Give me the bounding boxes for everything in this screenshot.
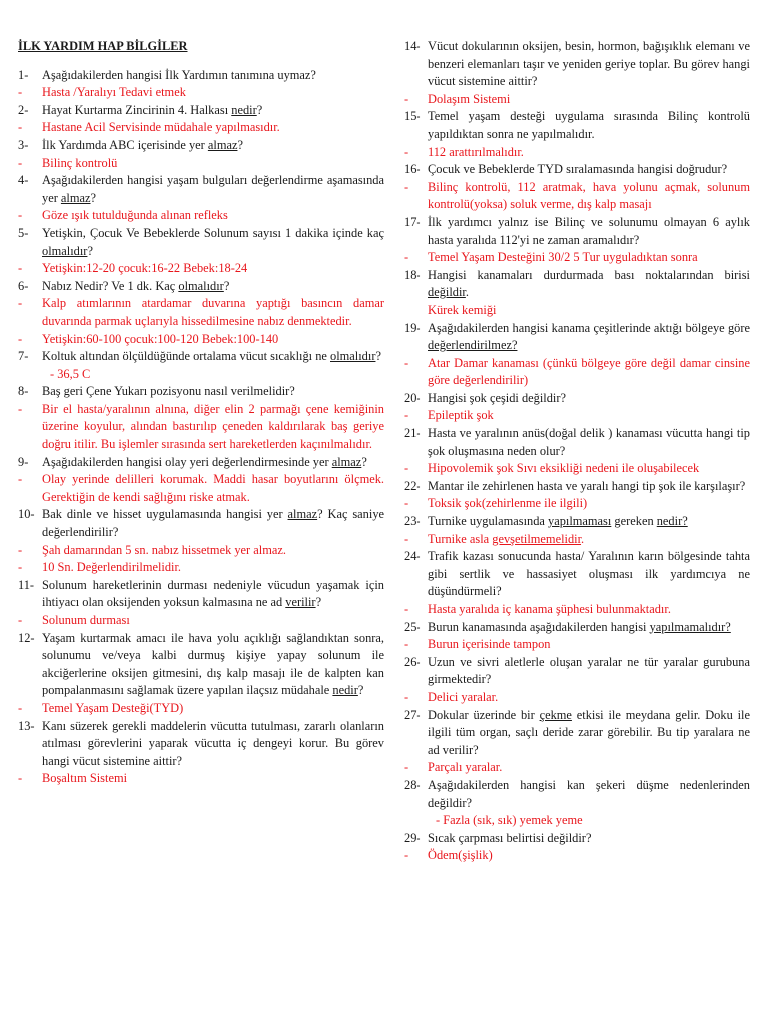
answer-bullet: - <box>18 331 23 346</box>
question-number: 6- <box>18 278 29 293</box>
answer-text <box>428 759 750 777</box>
text-run: Boşaltım Sistemi <box>42 771 128 786</box>
answer-bullet: - <box>404 760 409 775</box>
text-run: Epileptik şok <box>428 408 494 423</box>
text-run: ? <box>87 243 93 258</box>
text-run: Atar Damar kanaması (çünkü bölgeye göre değil damar cinsine göre değerlendirilir) <box>428 355 750 388</box>
question-text <box>42 348 384 366</box>
question-text <box>42 67 384 85</box>
text-run: Solunum hareketlerinin durması nedeniyle vücudun yaşamak için ihtiyacı olan oksijenden yoksun kalmasına ne ad <box>42 577 384 610</box>
text-run: Nabız Nedir? Ve 1 dk. Kaç <box>42 278 179 293</box>
answer-text <box>428 91 750 109</box>
answer-bullet <box>404 812 436 830</box>
underlined-text: almaz <box>207 137 238 152</box>
question-text <box>42 172 384 207</box>
answer-text <box>428 601 750 619</box>
question-text <box>428 390 750 408</box>
answer-item <box>404 847 750 865</box>
question-text <box>428 108 750 143</box>
text-run: Toksik şok(zehirlenme ile ilgili) <box>428 496 588 511</box>
text-run: Turnike asla <box>428 531 493 546</box>
answer-item <box>404 179 750 214</box>
underlined-text: değerlendirilmez? <box>428 338 518 353</box>
answer-bullet: - <box>404 602 409 616</box>
right-question-list <box>404 38 750 865</box>
answer-bullet <box>18 366 50 384</box>
question-text <box>428 548 750 601</box>
question-text <box>428 38 750 91</box>
question-number: 15- <box>404 109 421 124</box>
underlined-text: nedir <box>332 683 358 698</box>
answer-bullet: - <box>18 261 23 276</box>
answer-text <box>50 366 384 384</box>
text-run: Vücut dokularının oksijen, besin, hormon, bağışıklık elemanı ve benzeri elemanları taşır ve yeniden geriye toplar. Bu görev hangi vücut sistemine aittir? <box>428 39 750 89</box>
question-item <box>404 214 750 249</box>
answer-bullet: - <box>18 542 23 557</box>
text-run: Hangisi şok çeşidi değildir? <box>428 390 566 405</box>
answer-item <box>18 119 384 137</box>
question-text <box>42 718 384 771</box>
answer-item <box>18 295 384 330</box>
text-run: ? <box>315 595 322 610</box>
underlined-text: gevşetilmemelidir <box>492 531 582 546</box>
text-run: Hasta /Yaralıyı Tedavi etmek <box>42 85 186 100</box>
answer-item <box>18 155 384 173</box>
text-run: Hangisi kanamaları durdurmada bası noktalarından birisi <box>428 267 750 282</box>
question-number: 28- <box>404 777 421 792</box>
answer-bullet: - <box>18 120 23 135</box>
question-text <box>42 506 384 541</box>
text-run: Bir el hasta/yaralının alnına, diğer elin 2 parmağı çene kemiğinin üzerine koyulur, alından bastırılıp çeneden kaldırılarak baş geriye doğru itilir. Bu işlemler sırasında sert hareketlerden kaçınılmalıdır. <box>42 401 384 452</box>
text-run: Aşağıdakilerden hangisi kan şekeri düşme nedenlerinden değildir? <box>428 777 750 810</box>
answer-text <box>42 84 384 102</box>
question-item <box>18 278 384 296</box>
text-run: Kürek kemiği <box>428 302 497 317</box>
text-run: ? <box>90 190 97 205</box>
text-run: Turnike uygulamasında <box>428 514 548 529</box>
underlined-text: verilir <box>285 595 316 610</box>
answer-text <box>42 559 384 577</box>
text-run: Burun kanamasında aşağıdakilerden hangisi <box>428 619 650 634</box>
question-text <box>428 777 750 812</box>
answer-item <box>404 249 750 267</box>
text-run: Olay yerinde delilleri korumak. Maddi hasar boyutlarını ölçmek. Gerektiğin de kendi sağlığını riske atmak. <box>42 472 384 504</box>
question-item <box>404 619 750 637</box>
text-run: Aşağıdakilerden hangisi yaşam bulguları değerlendirme aşamasında yer <box>42 173 384 205</box>
question-item <box>18 225 384 260</box>
answer-text <box>428 144 750 162</box>
text-run: ? <box>256 102 263 117</box>
text-run: Solunum durması <box>42 613 130 627</box>
answer-item <box>404 531 750 549</box>
answer-text <box>428 355 750 390</box>
question-item <box>404 513 750 531</box>
answer-item <box>404 636 750 654</box>
question-number: 5- <box>18 225 29 240</box>
question-text <box>428 214 750 249</box>
answer-bullet: - <box>18 401 23 416</box>
underlined-text: nedir? <box>656 514 688 529</box>
answer-item <box>18 542 384 560</box>
answer-item <box>404 91 750 109</box>
answer-item <box>18 770 384 788</box>
text-run: Ödem(şişlik) <box>428 848 493 863</box>
text-run: Mantar ile zehirlenen hasta ve yaralı hangi tip şok ile karşılaşır? <box>428 478 746 493</box>
answer-text <box>428 179 750 214</box>
question-number: 2- <box>18 102 29 117</box>
text-run: ? Kaç saniye değerlendirilir? <box>42 507 385 540</box>
underlined-text: almaz <box>331 454 362 469</box>
question-item <box>18 577 384 612</box>
text-run: Bilinç kontrolü <box>42 155 118 170</box>
question-number: 19- <box>404 320 421 335</box>
question-item <box>18 383 384 401</box>
answer-text <box>428 249 750 267</box>
answer-bullet: - <box>18 613 23 627</box>
text-run: ? <box>361 454 367 469</box>
question-item <box>18 454 384 472</box>
text-run: Baş geri Çene Yukarı pozisyonu nasıl verilmelidir? <box>42 384 295 399</box>
underlined-text: yapılmamalıdır? <box>649 619 731 634</box>
text-run: . <box>581 531 585 546</box>
text-run: Trafik kazası sonucunda hasta/ Yaralının karın bölgesinde tahta gibi sertlik ve hassasiyet oluşması ilk yardımcıya ne düşündürmeli? <box>428 549 750 599</box>
question-item <box>18 718 384 771</box>
text-run: Uzun ve sivri aletlerle oluşan yaralar ne tür yaralar gurubuna girmektedir? <box>428 654 750 687</box>
text-run: İlk yardımcı yalnız ise Bilinç ve solunumu olmayan 6 aylık hasta yaralıda 112'yi ne zaman aramalıdır? <box>428 214 750 247</box>
question-text <box>42 137 384 155</box>
answer-item <box>18 559 384 577</box>
answer-item <box>404 407 750 425</box>
text-run: Aşağıdakilerden hangisi olay yeri değerlendirmesinde yer <box>42 454 332 469</box>
question-text <box>42 577 384 612</box>
text-run: Çocuk ve Bebeklerde TYD sıralamasında hangisi doğrudur? <box>428 162 728 177</box>
question-item <box>404 830 750 848</box>
question-item <box>18 67 384 85</box>
question-item <box>404 320 750 355</box>
answer-bullet: - <box>18 155 23 170</box>
underlined-text: olmalıdır <box>42 243 88 258</box>
answer-bullet: - <box>404 91 409 106</box>
question-number: 24- <box>404 549 421 564</box>
question-item <box>404 108 750 143</box>
answer-item <box>18 401 384 454</box>
answer-bullet: - <box>404 689 409 704</box>
answer-text <box>428 847 750 865</box>
text-run: gereken <box>611 514 657 529</box>
text-run: Koltuk altından ölçüldüğünde ortalama vücut sıcaklığı ne <box>42 349 331 364</box>
answer-bullet: - <box>404 496 409 511</box>
answer-item <box>404 460 750 478</box>
question-item <box>18 137 384 155</box>
text-run: Temel yaşam desteği uygulama sırasında Bilinç kontrolü yapıldıktan sonra ne yapılmalıdır. <box>428 109 750 141</box>
text-run: - 36,5 C <box>50 366 91 381</box>
answer-bullet: - <box>18 296 23 311</box>
underlined-text: olmalıdır <box>330 349 376 364</box>
text-run: Temel Yaşam Desteğini 30/2 5 Tur uyguladıktan sonra <box>428 250 698 265</box>
text-run: 112 arattırılmalıdır. <box>428 144 524 159</box>
question-item <box>18 172 384 207</box>
question-item <box>404 390 750 408</box>
text-run: Göze ışık tutulduğunda alınan refleks <box>42 208 228 223</box>
question-number: 18- <box>404 267 421 282</box>
text-run: etkisi ile meydana gelir. Doku ile ilgili tüm organ, saçlı deride zarar görebilir. Bu tip yaralara ne ad verilir? <box>428 707 750 757</box>
question-number: 14- <box>404 39 421 53</box>
answer-bullet: - <box>18 85 23 100</box>
answer-text <box>436 812 750 830</box>
answer-text <box>42 700 384 718</box>
answer-bullet <box>404 302 428 320</box>
answer-bullet: - <box>18 560 23 575</box>
answer-item <box>18 331 384 349</box>
question-number: 9- <box>18 454 29 469</box>
question-number: 29- <box>404 830 421 845</box>
question-number: 23- <box>404 514 421 529</box>
question-text <box>428 161 750 179</box>
text-run: Hasta yaralıda iç kanama şüphesi bulunmaktadır. <box>428 602 671 616</box>
question-number: 27- <box>404 707 421 722</box>
answer-text <box>428 302 750 320</box>
text-run: Şah damarından 5 sn. nabız hissetmek yer almaz. <box>42 542 286 557</box>
question-item <box>18 102 384 120</box>
answer-item <box>404 689 750 707</box>
underlined-text: almaz <box>60 190 91 205</box>
question-number: 21- <box>404 426 421 441</box>
text-run: Bak dinle ve hisset uygulamasında hangisi yer <box>42 507 288 522</box>
answer-text <box>428 636 750 654</box>
answer-bullet: - <box>18 700 23 715</box>
answer-bullet: - <box>404 531 409 546</box>
answer-item <box>18 366 384 384</box>
question-number: 4- <box>18 173 29 188</box>
question-number: 10- <box>18 507 35 522</box>
question-text <box>42 278 384 296</box>
answer-bullet: - <box>404 355 409 370</box>
question-number: 17- <box>404 214 421 229</box>
underlined-text: olmalıdır <box>178 278 224 293</box>
underlined-text: yapılmaması <box>548 514 612 529</box>
text-run: . <box>465 285 469 300</box>
question-item <box>18 506 384 541</box>
text-run: Burun içerisinde tampon <box>428 637 551 652</box>
text-run: Hayat Kurtarma Zincirinin 4. Halkası <box>42 102 232 117</box>
answer-text <box>428 689 750 707</box>
question-number: 26- <box>404 654 421 669</box>
question-number: 22- <box>404 478 421 493</box>
text-run: ? <box>223 278 230 293</box>
question-text <box>42 454 384 472</box>
question-item <box>18 348 384 366</box>
question-item <box>404 425 750 460</box>
question-number: 20- <box>404 390 421 405</box>
answer-item <box>404 495 750 513</box>
question-number: 25- <box>404 619 421 634</box>
answer-item <box>18 700 384 718</box>
text-run: Hastane Acil Servisinde müdahale yapılmasıdır. <box>42 120 280 135</box>
text-run: ? <box>375 349 381 364</box>
question-item <box>404 267 750 302</box>
answer-text <box>42 119 384 137</box>
text-run: Aşağıdakilerden hangisi İlk Yardımın tanımına uymaz? <box>42 67 316 82</box>
underlined-text: değildir <box>428 285 466 300</box>
answer-text <box>42 401 384 454</box>
question-number: 16- <box>404 162 421 177</box>
right-column <box>404 38 750 865</box>
answer-item <box>404 302 750 320</box>
question-text <box>428 320 750 355</box>
answer-item <box>404 601 750 619</box>
text-run: Dokular üzerinde bir <box>428 707 540 722</box>
question-number: 11- <box>18 577 35 592</box>
answer-bullet: - <box>404 144 409 159</box>
question-text <box>428 425 750 460</box>
question-item <box>404 707 750 760</box>
answer-text <box>42 471 384 506</box>
question-text <box>42 630 384 700</box>
question-text <box>42 102 384 120</box>
text-run: Temel Yaşam Desteği(TYD) <box>42 700 184 715</box>
question-number: 1- <box>18 67 29 82</box>
answer-item <box>404 355 750 390</box>
text-run: Kanı süzerek gerekli maddelerin vücutta tutulması, zararlı olanların atılması görevlerini yaparak vücutta iç dengeyi korur. Bu görev hangi vücut sistemine aittir? <box>42 718 384 768</box>
text-run: Sıcak çarpması belirtisi değildir? <box>428 830 592 845</box>
answer-bullet: - <box>404 848 409 863</box>
underlined-text: nedir <box>231 102 257 117</box>
answer-item <box>18 471 384 506</box>
text-run: İlk Yardımda ABC içerisinde yer <box>42 137 208 152</box>
answer-text <box>42 331 384 349</box>
underlined-text: almaz <box>287 507 318 522</box>
answer-item <box>404 759 750 777</box>
answer-bullet: - <box>18 208 23 223</box>
answer-text <box>42 295 384 330</box>
text-run: Yaşam kurtarmak amacı ile hava yolu açıklığı sağlandıktan sonra, solunumu ve/veya kalbi durmuş kişiye yapay solunum ile akciğerlerine oksijen gitmesini, dış kalp masajı ile de kalpten kan pompalanmasını sağlamak üzere yapılan ilaçsız müdahale <box>42 630 384 698</box>
text-run: Hipovolemik şok Sıvı eksikliği nedeni ile oluşabilecek <box>428 461 700 476</box>
answer-bullet: - <box>404 179 409 194</box>
text-run: Kalp atımlarının atardamar duvarına yaptığı basıncın damar duvarında parmak uçlarıyla hissedilmesine nabız denmektedir. <box>42 296 384 328</box>
left-question-list <box>18 67 384 788</box>
question-number: 3- <box>18 137 29 152</box>
answer-item <box>404 812 750 830</box>
question-text <box>428 478 750 496</box>
text-run: Aşağıdakilerden hangisi kanama çeşitlerinde aktığı bölgeye göre <box>428 320 750 335</box>
question-number: 13- <box>18 718 35 733</box>
question-number: 7- <box>18 349 29 364</box>
text-run: Delici yaralar. <box>428 689 499 704</box>
underlined-text: çekme <box>539 707 572 722</box>
answer-item <box>18 260 384 278</box>
answer-bullet: - <box>404 461 409 476</box>
answer-text <box>428 495 750 513</box>
question-text <box>428 707 750 760</box>
text-run: Parçalı yaralar. <box>428 760 503 775</box>
question-item <box>18 630 384 700</box>
answer-item <box>18 207 384 225</box>
answer-bullet: - <box>404 408 409 423</box>
text-run: - Fazla (sık, sık) yemek yeme <box>436 813 583 828</box>
answer-text <box>42 770 384 788</box>
text-run: ? <box>357 683 364 698</box>
answer-item <box>18 612 384 630</box>
question-number: 12- <box>18 630 35 645</box>
text-run: 10 Sn. Değerlendirilmelidir. <box>42 560 182 575</box>
answer-text <box>428 531 750 549</box>
question-text <box>428 513 750 531</box>
answer-text <box>428 407 750 425</box>
question-text <box>428 267 750 302</box>
text-run: Yetişkin, Çocuk Ve Bebeklerde Solunum sayısı 1 dakika içinde kaç <box>42 225 384 240</box>
answer-bullet: - <box>404 637 409 652</box>
answer-item <box>404 144 750 162</box>
question-item <box>404 478 750 496</box>
answer-text <box>42 207 384 225</box>
answer-text <box>42 260 384 278</box>
question-item <box>404 38 750 91</box>
question-text <box>428 654 750 689</box>
question-item <box>404 548 750 601</box>
question-text <box>42 225 384 260</box>
question-item <box>404 654 750 689</box>
text-run: Dolaşım Sistemi <box>428 91 511 106</box>
answer-bullet: - <box>18 771 23 786</box>
answer-bullet: - <box>404 250 409 265</box>
question-text <box>428 830 750 848</box>
text-run: Hasta ve yaralının anüs(doğal delik ) kanaması vücutta hangi tip şok oluşmasına neden olur? <box>428 426 750 458</box>
answer-item <box>18 84 384 102</box>
answer-text <box>42 612 384 630</box>
answer-bullet: - <box>18 472 23 487</box>
question-number: 8- <box>18 384 29 399</box>
question-text <box>428 619 750 637</box>
text-run: Bilinç kontrolü, 112 aratmak, hava yolunu açmak, solunum kontrolü(yoksa) soluk verme, dış kalp masajı <box>428 179 750 212</box>
left-column <box>18 38 384 788</box>
text-run: Yetişkin:12-20 çocuk:16-22 Bebek:18-24 <box>42 261 248 276</box>
text-run: Yetişkin:60-100 çocuk:100-120 Bebek:100-140 <box>42 331 279 346</box>
text-run: ? <box>237 137 243 152</box>
answer-text <box>428 460 750 478</box>
answer-text <box>42 155 384 173</box>
page-title: İLK YARDIM HAP BİLGİLER <box>18 39 188 53</box>
question-item <box>404 161 750 179</box>
question-item <box>404 777 750 812</box>
answer-text <box>42 542 384 560</box>
question-text <box>42 383 384 401</box>
